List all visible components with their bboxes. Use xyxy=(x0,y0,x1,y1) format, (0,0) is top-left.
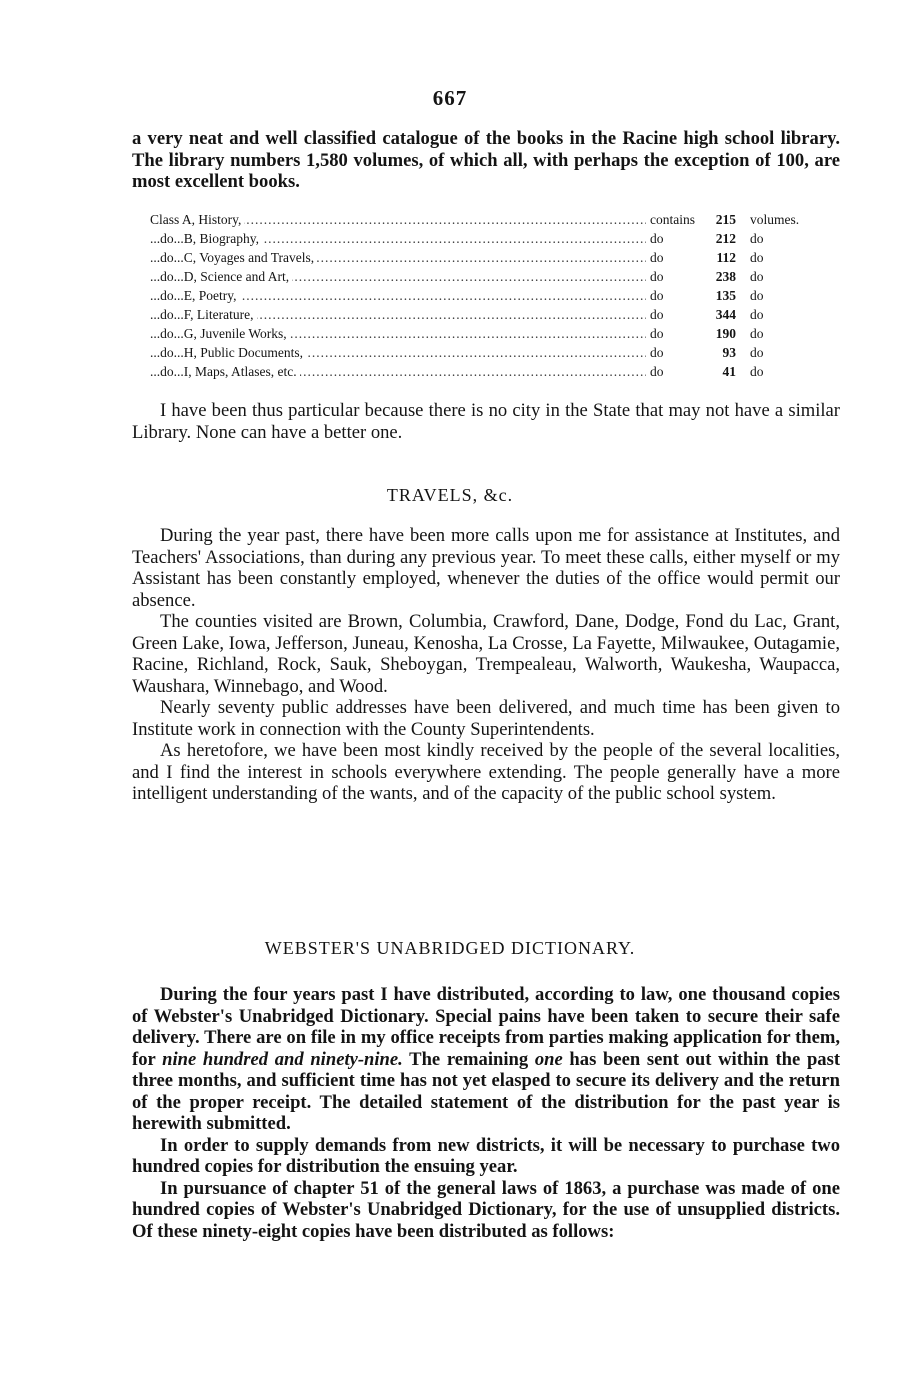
webster-p1-italic: nine hundred and ninety-nine. xyxy=(162,1048,403,1070)
catalog-word: do xyxy=(646,229,696,248)
catalog-class-name xyxy=(150,210,646,229)
catalog-class-label: ...do...I, Maps, Atlases, etc. xyxy=(150,364,300,379)
catalog-unit: do xyxy=(750,326,764,341)
catalog-row xyxy=(150,248,810,267)
catalog-class-label: ...do...G, Juvenile Works, xyxy=(150,326,290,341)
catalog-class-name xyxy=(150,286,646,305)
catalog-count: 112 xyxy=(716,250,736,265)
catalog-row xyxy=(150,267,810,286)
catalog-class-name xyxy=(150,305,646,324)
catalog-word: do xyxy=(646,324,696,343)
catalog-class-name xyxy=(150,267,646,286)
catalog-class-label: ...do...E, Poetry, xyxy=(150,288,240,303)
catalog-class-label: ...do...F, Literature, xyxy=(150,307,257,322)
catalog-class-name xyxy=(150,248,646,267)
intro-paragraph-block xyxy=(132,128,840,193)
catalog-unit: do xyxy=(750,364,764,379)
webster-heading: WEBSTER'S UNABRIDGED DICTIONARY. xyxy=(264,938,636,958)
webster-section xyxy=(132,984,840,1242)
catalog-class-name xyxy=(150,343,646,362)
travels-heading: TRAVELS, &c. xyxy=(386,485,514,505)
travels-paragraph-4: As heretofore, we have been most kindly received by the people of the several localities, and I find the interest in schools everywhere extending. The people generally have a more intelligent understanding of the wants, and of the capacity of the public school system. xyxy=(132,740,840,804)
catalog-class-label: ...do...C, Voyages and Travels, xyxy=(150,250,317,265)
catalog-count: 344 xyxy=(715,307,736,322)
catalog-word: do xyxy=(646,286,696,305)
catalog-unit: do xyxy=(750,269,764,284)
webster-p1-c: has been sent out within the past three months, and sufficient time has not yet elasped to secure its delivery and the return of the proper receipt. The detailed statement of the distribution for the past year is herewith submitted. xyxy=(132,1048,841,1134)
library-catalog xyxy=(150,210,810,381)
catalog-count: 135 xyxy=(715,288,736,303)
catalog-word: do xyxy=(646,267,696,286)
page-number: 667 xyxy=(432,86,468,110)
catalog-class-label: ...do...B, Biography, xyxy=(150,231,262,246)
catalog-count: 215 xyxy=(715,212,736,227)
catalog-row xyxy=(150,286,810,305)
catalog-word: do xyxy=(646,305,696,324)
catalog-unit: do xyxy=(750,345,764,360)
catalog-count: 212 xyxy=(715,231,736,246)
catalog-word: contains xyxy=(646,210,696,229)
catalog-row xyxy=(150,324,810,343)
particular-paragraph-block xyxy=(132,400,840,443)
catalog-word: do xyxy=(646,362,696,381)
catalog-word: do xyxy=(646,343,696,362)
catalog-unit: do xyxy=(750,250,764,265)
catalog-row xyxy=(150,362,810,381)
catalog-count: 190 xyxy=(715,326,736,341)
webster-paragraph-2: In order to supply demands from new districts, it will be necessary to purchase two hundred copies for distribution the ensuing year. xyxy=(132,1134,840,1177)
catalog-row xyxy=(150,229,810,248)
webster-paragraph-1 xyxy=(132,984,840,1135)
travels-paragraph-3: Nearly seventy public addresses have been delivered, and much time has been given to Institute work in connection with the County Superintendents. xyxy=(132,697,840,740)
catalog-unit: do xyxy=(750,307,764,322)
particular-paragraph: I have been thus particular because there is no city in the State that may not have a similar Library. None can have a better one. xyxy=(132,400,840,443)
catalog-count: 238 xyxy=(715,269,736,284)
travels-section xyxy=(132,525,840,805)
catalog-class-name xyxy=(150,362,646,381)
catalog-class-name xyxy=(150,324,646,343)
catalog-class-label: Class A, History, xyxy=(150,212,244,227)
webster-p1-italic2: one xyxy=(534,1048,563,1070)
catalog-class-label: ...do...H, Public Documents, xyxy=(150,345,306,360)
catalog-class-label: ...do...D, Science and Art, xyxy=(150,269,292,284)
travels-paragraph-2: The counties visited are Brown, Columbia, Crawford, Dane, Dodge, Fond du Lac, Grant, Green Lake, Iowa, Jefferson, Juneau, Kenosha, La Crosse, La Fayette, Milwaukee, Outagamie, Racine, Richland, Rock, Sauk, Sheboygan, Trempealeau, Walworth, Waukesha, Waupacca, Waushara, Winnebago, and Wood. xyxy=(132,611,840,697)
catalog-row xyxy=(150,210,810,229)
catalog-word: do xyxy=(646,248,696,267)
catalog-count: 41 xyxy=(722,364,736,379)
catalog-unit: volumes. xyxy=(750,212,800,227)
webster-paragraph-3: In pursuance of chapter 51 of the general laws of 1863, a purchase was made of one hundred copies of Webster's Unabridged Dictionary, for the use of unsupplied districts. Of these ninety-eight copies have been distributed as follows: xyxy=(132,1177,840,1242)
catalog-row xyxy=(150,343,810,362)
webster-p1-b: The remaining xyxy=(402,1048,535,1070)
webster-p1-a: During the four years past I have distributed, according to law, one thousand copies of Webster's Unabridged Dictionary. Special pains have been taken to secure their safe delivery. There are on file in my office receipts from parties making application for them, for xyxy=(132,984,840,1070)
catalog-class-name xyxy=(150,229,646,248)
catalog-unit: do xyxy=(750,288,764,303)
intro-paragraph: a very neat and well classified catalogue of the books in the Racine high school library. The library numbers 1,580 volumes, of which all, with perhaps the exception of 100, are most excellent books. xyxy=(132,128,840,192)
catalog-row xyxy=(150,305,810,324)
catalog-count: 93 xyxy=(722,345,736,360)
travels-paragraph-1: During the year past, there have been more calls upon me for assistance at Institutes, and Teachers' Associations, than during any previous year. To meet these calls, either myself or my Assistant has been constantly employed, whenever the duties of the office would permit our absence. xyxy=(132,525,840,611)
catalog-unit: do xyxy=(750,231,764,246)
